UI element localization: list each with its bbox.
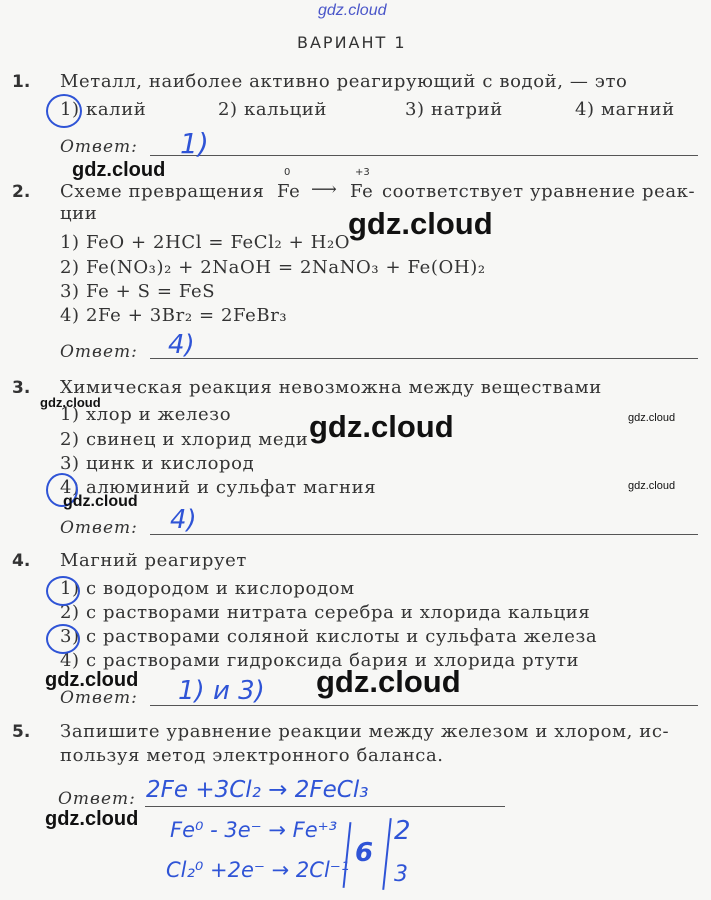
watermark: gdz.cloud: [628, 412, 676, 424]
fe-oxidation-3: +3: [355, 167, 370, 178]
handwritten-answer-equation: 2Fe +3Cl₂ → 2FeCl₃: [146, 777, 369, 803]
watermark: gdz.cloud: [40, 395, 101, 410]
question-4-option-4: 4) с растворами гидроксида бария и хлорида ртути: [60, 650, 580, 671]
watermark-top: gdz.cloud: [318, 2, 387, 19]
question-3-option-1: 1) хлор и железо: [60, 404, 232, 425]
handwritten-answer-q1: 1): [180, 127, 209, 160]
watermark: gdz.cloud: [348, 206, 493, 241]
question-2-option-2: 2) Fe(NO₃)₂ + 2NaOH = 2NaNO₃ + Fe(OH)₂: [60, 257, 486, 278]
fe-symbol-1: Fe: [277, 181, 301, 202]
balance-coefficient-1: 2: [394, 816, 411, 846]
handwritten-answer-q2: 4): [168, 330, 195, 360]
answer-line-q3: [150, 534, 698, 535]
question-3-option-2: 2) свинец и хлорид меди: [60, 429, 309, 450]
answer-label-q4: Ответ:: [60, 688, 138, 708]
question-2-number: 2.: [12, 182, 31, 202]
watermark: gdz.cloud: [45, 808, 139, 830]
question-3-number: 3.: [12, 378, 31, 398]
question-2-option-4: 4) 2Fe + 3Br₂ = 2FeBr₃: [60, 305, 288, 326]
question-2-text-line2: ции: [60, 203, 98, 224]
question-2-option-1: 1) FeO + 2HCl = FeCl₂ + H₂O: [60, 232, 351, 253]
answer-line-q2: [150, 358, 698, 359]
answer-label-q3: Ответ:: [60, 518, 138, 538]
balance-divider-2: [382, 818, 392, 890]
question-2-option-3: 3) Fe + S = FeS: [60, 281, 216, 302]
watermark: gdz.cloud: [72, 159, 166, 181]
answer-label-q5: Ответ:: [58, 789, 136, 809]
question-5-text-line1: Запишите уравнение реакции между железом и хлором, ис-: [60, 721, 670, 742]
answer-circle-q1-1: [46, 94, 82, 128]
question-1-option-1: 1) калий: [60, 99, 147, 120]
question-1-text: Металл, наиболее активно реагирующий с водой, — это: [60, 71, 628, 92]
balance-lcm: 6: [355, 838, 374, 868]
question-1-option-4: 4) магний: [575, 99, 675, 120]
electron-balance-line-1: Fe⁰ - 3e⁻ → Fe⁺³: [170, 818, 338, 842]
answer-circle-q4-3: [46, 624, 80, 654]
question-2-text-part2: соответствует уравнение реак-: [382, 181, 696, 202]
question-4-number: 4.: [12, 551, 31, 571]
handwritten-answer-q4: 1) и 3): [178, 676, 265, 706]
balance-coefficient-2: 3: [394, 862, 408, 887]
question-4-option-2: 2) с растворами нитрата серебра и хлорида кальция: [60, 602, 591, 623]
question-3-option-4: 4) алюминий и сульфат магния: [60, 477, 377, 498]
question-1-option-2: 2) кальций: [218, 99, 327, 120]
question-5-number: 5.: [12, 722, 31, 742]
handwritten-answer-q3: 4): [170, 505, 197, 535]
question-2-text-part1: Схеме превращения: [60, 181, 265, 202]
watermark: gdz.cloud: [63, 493, 138, 510]
question-4-option-1: 1) с водородом и кислородом: [60, 578, 355, 599]
question-1-number: 1.: [12, 72, 31, 92]
answer-label-q1: Ответ:: [60, 137, 138, 157]
arrow-icon: ⟶: [311, 179, 338, 200]
question-5-text-line2: пользуя метод электронного баланса.: [60, 745, 444, 766]
watermark: gdz.cloud: [628, 480, 676, 492]
electron-balance-line-2: Cl₂⁰ +2e⁻ → 2Cl⁻¹: [166, 858, 350, 882]
answer-label-q2: Ответ:: [60, 342, 138, 362]
answer-circle-q4-1: [46, 576, 80, 606]
watermark: gdz.cloud: [309, 409, 454, 444]
page-title: ВАРИАНТ 1: [297, 33, 407, 52]
question-3-text: Химическая реакция невозможна между веществами: [60, 377, 602, 398]
fe-oxidation-0: 0: [284, 167, 291, 178]
question-4-option-3: 3) с растворами соляной кислоты и сульфата железа: [60, 626, 598, 647]
question-4-text: Магний реагирует: [60, 550, 247, 571]
question-1-option-3: 3) натрий: [405, 99, 503, 120]
question-3-option-3: 3) цинк и кислород: [60, 453, 255, 474]
answer-line-q1: [150, 155, 698, 156]
watermark: gdz.cloud: [45, 669, 139, 691]
fe-symbol-2: Fe: [350, 181, 374, 202]
answer-line-q5: [145, 806, 505, 807]
watermark: gdz.cloud: [316, 664, 461, 699]
